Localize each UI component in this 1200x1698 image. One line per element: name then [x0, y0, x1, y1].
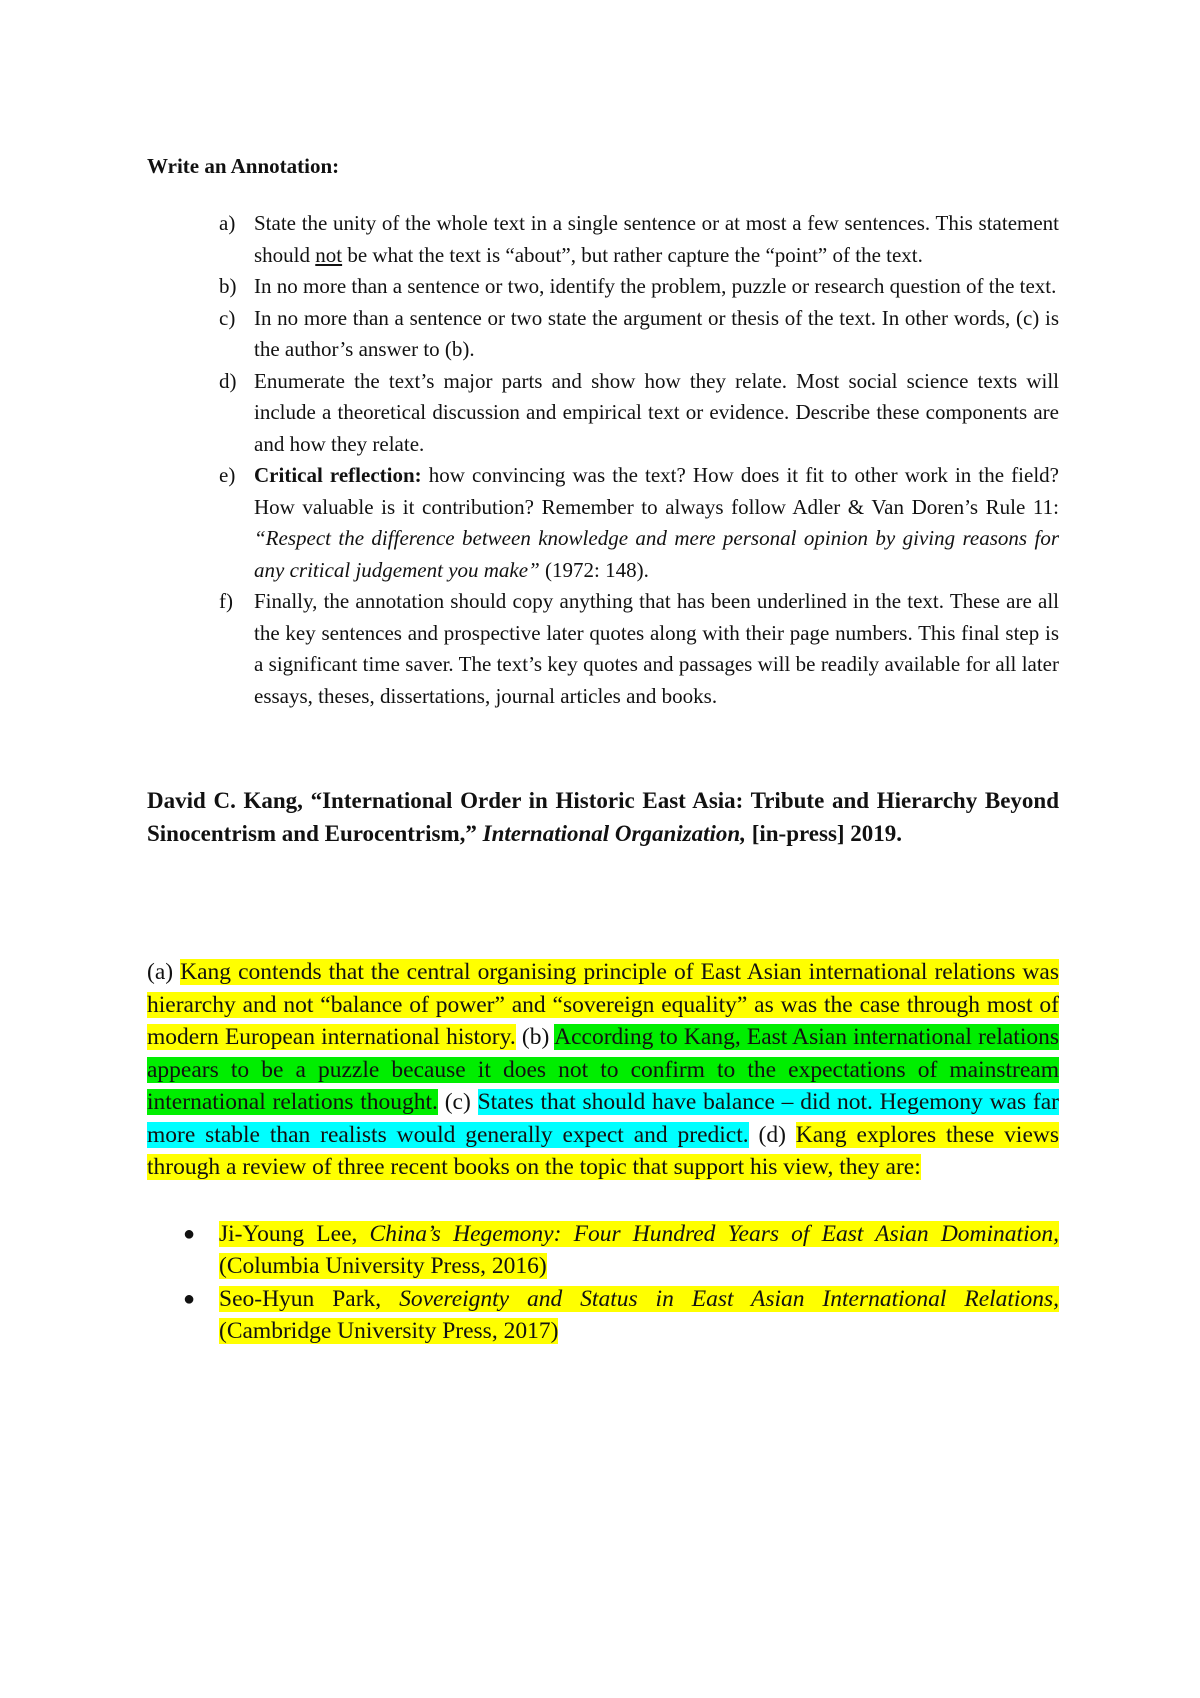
label-d: (d) — [748, 1121, 796, 1148]
annotation-paragraph — [147, 956, 1059, 1184]
book-publisher: (Cambridge University Press, 2017) — [219, 1318, 559, 1344]
book-highlight — [219, 1286, 1059, 1345]
book-item — [147, 1218, 1059, 1283]
book-list — [147, 1218, 1059, 1348]
instruction-item-d — [147, 366, 1059, 461]
highlight-problem: According to Kang, East Asian international relations appears to be a puzzle because it does not to confirm to the expectations of mainstream international relations thought. — [147, 1024, 1060, 1115]
instruction-text: how convincing was the text? How does it fit to other work in the field? How valuable is it contribution? Remember to always follow Adler & Van Doren’s Rule 11: — [254, 463, 1059, 519]
bullet-icon: ● — [183, 1222, 196, 1245]
book-publisher: (Columbia University Press, 2016) — [219, 1253, 547, 1279]
section-heading: Write an Annotation: — [147, 154, 340, 178]
instruction-marker: c) — [219, 305, 236, 330]
instruction-text: In no more than a sentence or two state the argument or thesis of the text. In other words, (c) is the author’s answer to (b). — [254, 305, 1059, 361]
book-author: Ji-Young Lee, — [219, 1220, 370, 1247]
instruction-item-c — [147, 303, 1059, 366]
citation — [147, 784, 1059, 850]
instruction-item-f — [147, 586, 1059, 712]
label-a: (a) — [147, 959, 181, 985]
instruction-text: State the unity of the whole text in a single sentence or at most a few sentences. This statement should — [254, 211, 1059, 267]
book-title: China’s Hegemony: Four Hundred Years of East Asian Domination, — [369, 1220, 1059, 1247]
instruction-marker: a) — [219, 211, 236, 235]
instruction-list — [147, 208, 1059, 712]
instruction-marker: b) — [219, 274, 237, 298]
label-c: (c) — [437, 1089, 478, 1115]
book-highlight — [219, 1221, 1059, 1280]
page-content — [147, 150, 1059, 1348]
highlight-unity: Kang contends that the central organising principle of East Asian international relations was hierarchy and not “balance of power” and “sovereign equality” as was the case through most of modern European international history. — [147, 959, 1059, 1050]
rule-quote: “Respect the difference between knowledge and mere personal opinion by giving reasons for any critical judgement you make” — [254, 526, 1059, 582]
instruction-text: Finally, the annotation should copy anything that has been underlined in the text. These are all the key sentences and prospective later quotes along with their page numbers. This final step is a significant time saver. The text’s key quotes and passages will be readily available for all later essays, theses, dissertations, journal articles and books. — [254, 589, 1059, 708]
instruction-text: Enumerate the text’s major parts and show how they relate. Most social science texts will include a theoretical discussion and empirical text or evidence. Describe these components are and how they relate. — [254, 368, 1059, 456]
citation-author-title: David C. Kang, “International Order in Historic East Asia: Tribute and Hierarchy Beyond Sinocentrism and Eurocentrism,” — [147, 788, 1059, 846]
underlined-word: not — [315, 242, 343, 267]
bullet-icon: ● — [183, 1287, 196, 1310]
critical-reflection-label: Critical reflection: — [254, 463, 422, 487]
label-b: (b) — [515, 1024, 555, 1050]
citation-date: [in-press] 2019. — [745, 821, 903, 846]
highlight-argument: States that should have balance – did not. Hegemony was far more stable than realists would generally expect and predict. — [147, 1089, 1059, 1148]
book-title: Sovereignty and Status in East Asian International Relations, — [399, 1285, 1059, 1312]
book-author: Seo-Hyun Park, — [219, 1285, 400, 1312]
instruction-item-e — [147, 460, 1059, 586]
highlight-structure: Kang explores these views through a review of three recent books on the topic that support his view, they are: — [147, 1121, 1059, 1180]
instruction-item-b — [147, 271, 1059, 303]
instruction-marker: d) — [219, 368, 237, 393]
instruction-item-a — [147, 208, 1059, 271]
instruction-marker: e) — [219, 463, 236, 487]
citation-journal: International Organization, — [482, 821, 746, 846]
instruction-marker: f) — [219, 589, 233, 613]
instruction-text: (1972: 148). — [539, 557, 649, 582]
instruction-text: In no more than a sentence or two, identify the problem, puzzle or research question of the text. — [254, 274, 1057, 298]
book-item — [147, 1283, 1059, 1348]
instruction-text: be what the text is “about”, but rather capture the “point” of the text. — [342, 242, 923, 267]
